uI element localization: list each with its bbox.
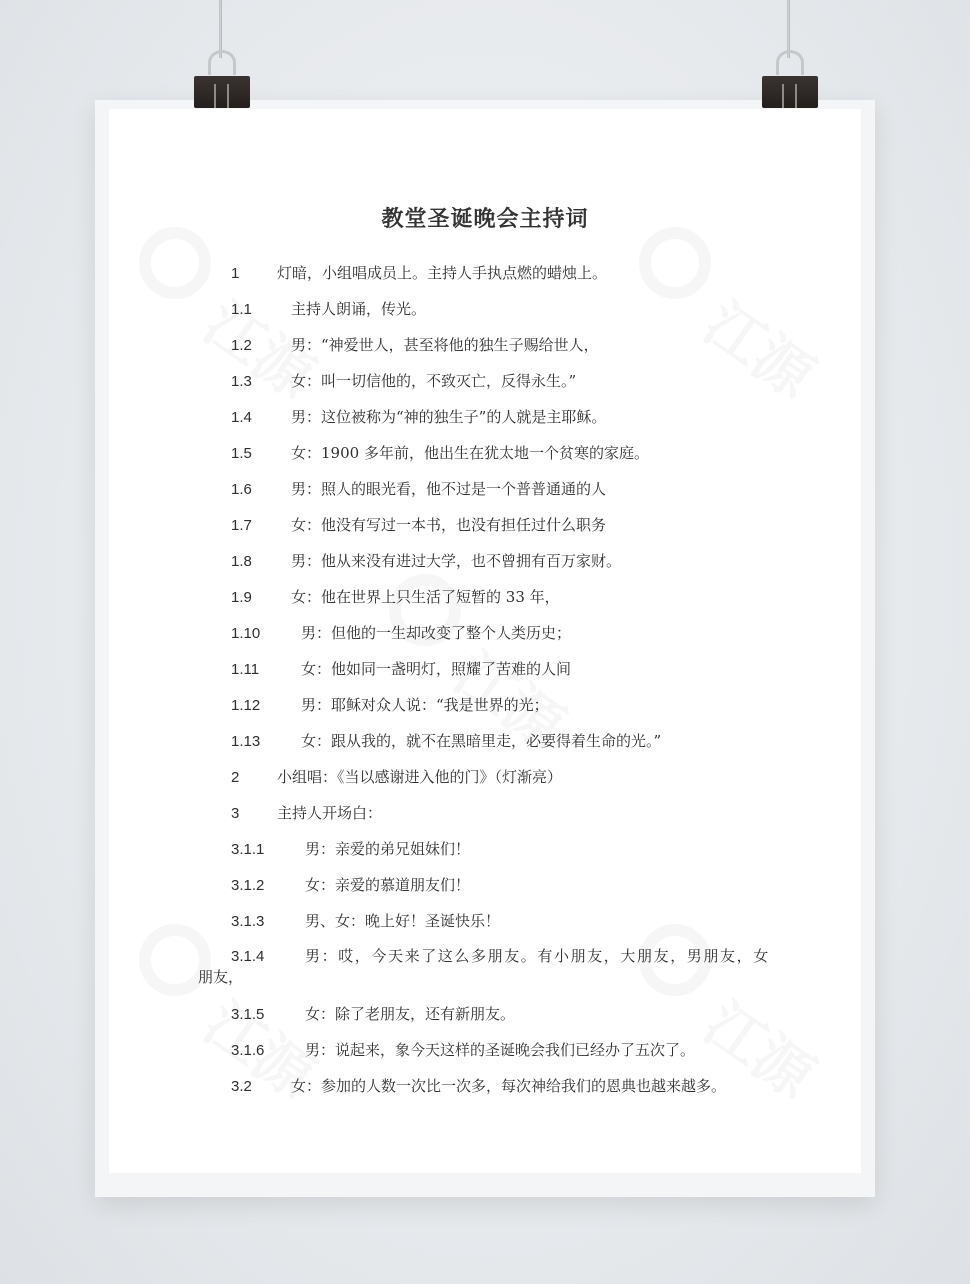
list-item	[231, 406, 606, 427]
list-item	[231, 838, 470, 859]
document-title: 教堂圣诞晚会主持词	[381, 206, 589, 232]
item-number: 3.1.2	[231, 877, 265, 894]
list-item	[231, 478, 606, 499]
list-item	[231, 298, 426, 319]
list-item	[231, 442, 649, 463]
item-text: 男：这位被称为“神的独生子”的人就是主耶稣。	[291, 408, 607, 426]
list-item	[231, 622, 571, 643]
item-text: 女：亲爱的慕道朋友们！	[305, 876, 471, 894]
item-number: 1.8	[231, 553, 252, 570]
item-text: 女：跟从我的，就不在黑暗里走，必要得着生命的光。”	[301, 732, 662, 750]
watermark-logo-icon	[639, 227, 711, 299]
item-number: 2	[231, 769, 240, 786]
item-text: 女：除了老朋友，还有新朋友。	[305, 1005, 516, 1023]
item-number: 1.7	[231, 517, 252, 534]
item-text: 主持人朗诵，传光。	[291, 300, 427, 318]
list-item	[231, 1039, 695, 1060]
item-number: 3	[231, 805, 240, 822]
list-item	[231, 945, 770, 966]
item-number: 1	[231, 265, 240, 282]
list-item	[231, 658, 571, 679]
list-item	[231, 334, 599, 355]
item-text: 男：但他的一生却改变了整个人类历史；	[301, 624, 572, 642]
item-text: 女：他没有写过一本书，也没有担任过什么职务	[291, 516, 607, 534]
item-text: 男：他从来没有进过大学，也不曾拥有百万家财。	[291, 552, 622, 570]
item-text: 主持人开场白：	[277, 804, 383, 822]
item-number: 1.10	[231, 625, 261, 642]
item-text: 女：叫一切信他的，不致灭亡，反得永生。”	[291, 372, 577, 390]
clip-ring-right	[776, 50, 804, 75]
list-item	[231, 874, 470, 895]
item-number: 3.2	[231, 1078, 252, 1095]
item-number: 1.3	[231, 373, 252, 390]
item-text: 男：“神爱世人，甚至将他的独生子赐给世人，	[291, 336, 599, 354]
item-text: 男：说起来，象今天这样的圣诞晚会我们已经办了五次了。	[305, 1041, 696, 1059]
document-page	[109, 109, 861, 1173]
list-item-continuation	[198, 966, 243, 987]
list-item	[231, 730, 661, 751]
clip-ring-left	[208, 50, 236, 75]
list-item	[231, 514, 606, 535]
list-item	[231, 550, 621, 571]
list-item	[231, 370, 576, 391]
list-item	[231, 1003, 515, 1024]
item-text: 男：哎，今天来了这么多朋友。有小朋友，大朋友，男朋友，女	[305, 947, 770, 965]
item-number: 3.1.4	[231, 948, 265, 965]
item-number: 1.9	[231, 589, 252, 606]
list-item	[231, 262, 607, 283]
item-number: 3.1.5	[231, 1006, 265, 1023]
binder-clip-right-icon	[762, 76, 818, 108]
item-text: 女：1900 多年前，他出生在犹太地一个贫寒的家庭。	[291, 444, 649, 462]
list-item	[231, 694, 549, 715]
item-text: 女：他如同一盏明灯，照耀了苦难的人间	[301, 660, 572, 678]
item-number: 1.12	[231, 697, 261, 714]
item-number: 1.1	[231, 301, 252, 318]
item-number: 3.1.1	[231, 841, 265, 858]
item-number: 1.2	[231, 337, 252, 354]
list-item	[231, 586, 560, 607]
watermark-text	[690, 278, 833, 413]
item-number: 3.1.3	[231, 913, 265, 930]
item-text: 小组唱：《当以感谢进入他的门》（灯渐亮）	[277, 768, 563, 786]
list-item	[231, 910, 500, 931]
item-text: 男：照人的眼光看，他不过是一个普普通通的人	[291, 480, 607, 498]
item-text: 灯暗，小组唱成员上。主持人手执点燃的蜡烛上。	[277, 264, 608, 282]
item-text: 女：参加的人数一次比一次多，每次神给我们的恩典也越来越多。	[291, 1077, 727, 1095]
item-number: 1.13	[231, 733, 261, 750]
list-item	[231, 766, 562, 787]
item-text-continuation: 朋友，	[198, 968, 244, 986]
item-number: 3.1.6	[231, 1042, 265, 1059]
item-number: 1.6	[231, 481, 252, 498]
item-text: 女：他在世界上只生活了短暂的 33 年，	[291, 588, 560, 606]
item-number: 1.5	[231, 445, 252, 462]
item-text: 男：亲爱的弟兄姐妹们！	[305, 840, 471, 858]
item-text: 男：耶稣对众人说：“我是世界的光；	[301, 696, 549, 714]
watermark-logo-icon	[139, 227, 211, 299]
item-text: 男、女：晚上好！圣诞快乐！	[305, 912, 501, 930]
list-item	[231, 802, 382, 823]
item-number: 1.11	[231, 661, 260, 678]
binder-clip-left-icon	[194, 76, 250, 108]
list-item	[231, 1075, 726, 1096]
item-number: 1.4	[231, 409, 252, 426]
